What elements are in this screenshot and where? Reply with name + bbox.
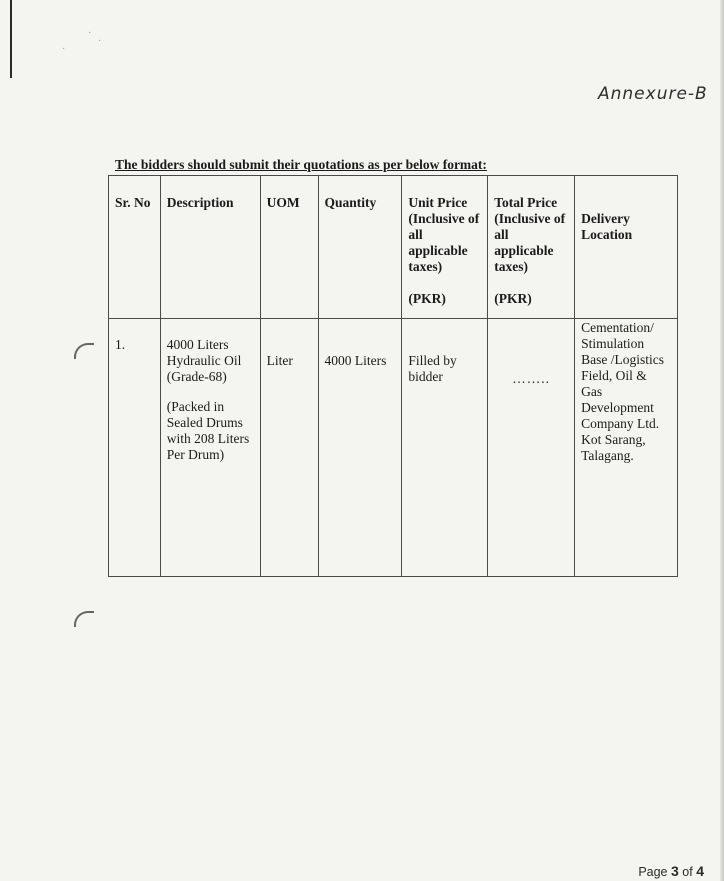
scan-speckle: ·	[98, 36, 102, 47]
page-edge	[10, 0, 12, 78]
cell-quantity: 4000 Liters	[318, 319, 402, 577]
cell-description-packing: (Packed in Sealed Drums with 208 Liters Per Drum)	[166, 399, 250, 462]
annexure-label: Annexure-B	[598, 84, 708, 104]
header-total-price-label: Total Price (Inclusive of all applicable taxes)	[494, 195, 566, 274]
cell-unit-price: Filled by bidder	[402, 319, 488, 577]
instruction-heading: The bidders should submit their quotations as per below format:	[115, 157, 487, 172]
header-unit-price	[402, 176, 488, 319]
cell-description-item: 4000 Liters Hydraulic Oil (Grade-68)	[166, 337, 242, 384]
page-shadow	[720, 0, 724, 881]
header-uom: UOM	[260, 176, 318, 319]
cell-uom: Liter	[260, 319, 318, 577]
header-unit-price-currency: (PKR)	[408, 291, 446, 306]
page-label: Page	[638, 865, 668, 879]
punch-hole-mark	[74, 611, 94, 627]
header-total-price	[488, 176, 575, 319]
header-sr-no: Sr. No	[109, 176, 161, 319]
cell-delivery-location: Cementation/ Stimulation Base /Logistics Field, Oil & Gas Development Company Ltd. Kot Sarang, Talagang.	[575, 319, 678, 577]
scan-speckle: ·	[88, 28, 92, 39]
quotation-table	[108, 175, 678, 577]
header-delivery-location: Delivery Location	[575, 176, 678, 319]
page-current: 3	[671, 863, 679, 879]
of-label: of	[682, 865, 693, 879]
table-row	[109, 319, 678, 577]
header-total-price-currency: (PKR)	[494, 291, 532, 306]
scan-speckle: ·	[62, 44, 66, 55]
header-description: Description	[160, 176, 260, 319]
cell-description	[160, 319, 260, 577]
header-quantity: Quantity	[318, 176, 402, 319]
page-total: 4	[696, 863, 704, 879]
table-header-row	[109, 176, 678, 319]
punch-hole-mark	[74, 343, 94, 359]
cell-sr-no: 1.	[109, 319, 161, 577]
cell-total-price: ……..	[488, 319, 575, 577]
header-unit-price-label: Unit Price (Inclusive of all applicable taxes)	[408, 195, 480, 274]
page-number	[638, 863, 704, 879]
